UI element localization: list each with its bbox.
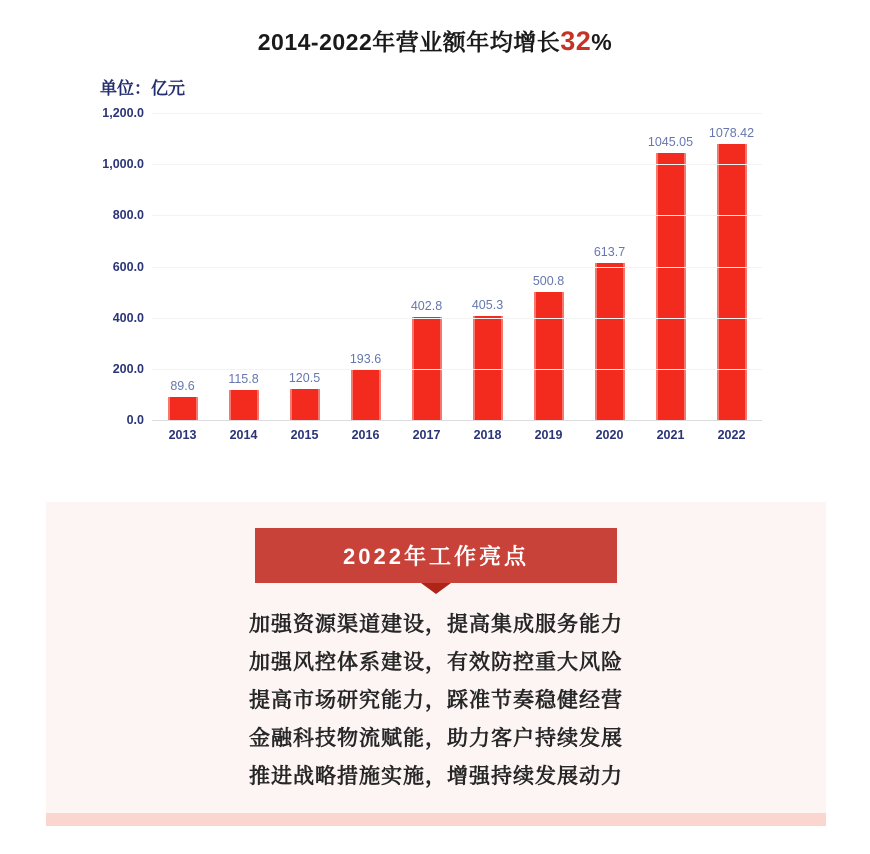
gridline [152,113,762,114]
y-axis-tick-label: 0.0 [126,413,144,427]
bar-value-label: 402.8 [410,298,443,313]
y-axis-tick-label: 200.0 [112,361,144,376]
chart-plot-area [102,106,762,427]
bar-value-label: 115.8 [228,372,259,387]
x-axis-tick-label: 2014 [229,428,258,442]
bar-value-label: 120.5 [288,371,321,386]
gridline [152,215,762,216]
highlights-banner-title: 2022年工作亮点 [343,544,529,569]
y-axis-tick-label: 1,000.0 [102,157,144,172]
bar-value-label: 1045.05 [647,134,694,149]
highlights-banner [255,528,617,583]
y-axis-tick-label: 600.0 [112,259,144,274]
footer-strip [46,813,826,826]
page-title-highlight: 32 [560,26,592,56]
chart-unit-label: 单位：亿元 [100,79,185,98]
page-title-suffix: % [591,29,613,55]
gridline [152,369,762,370]
highlight-line: 金融科技物流赋能，助力客户持续发展 [249,727,623,750]
x-axis-tick-label: 2020 [595,428,624,442]
gridline [152,267,762,268]
highlight-line: 加强风控体系建设，有效防控重大风险 [249,651,623,674]
x-axis-baseline [152,420,762,421]
page-title-prefix: 2014-2022年营业额年均增长 [257,29,561,55]
y-axis-tick-label: 800.0 [112,208,144,223]
highlights-panel [46,502,826,813]
x-axis-tick-label: 2016 [351,428,380,442]
bar-2019 [534,292,564,420]
bar-value-label: 405.3 [471,298,504,313]
highlights-list [46,606,826,796]
bar-chart [100,106,765,442]
x-axis-tick-label: 2017 [412,428,441,442]
bar-value-label: 1078.42 [708,126,755,141]
x-axis-tick-label: 2018 [473,428,502,442]
bar-value-label: 89.6 [170,379,195,394]
bar-2021 [656,153,686,420]
bar-2013 [168,397,198,420]
y-axis-tick-label: 400.0 [112,310,144,325]
x-axis-tick-label: 2022 [717,428,746,442]
bar-2022 [717,144,747,420]
bar-value-label: 613.7 [593,245,626,259]
x-axis-tick-label: 2013 [168,428,197,442]
x-axis [152,428,762,442]
bar-value-label: 500.8 [532,273,565,288]
highlight-line: 推进战略措施实施，增强持续发展动力 [249,765,623,788]
gridline [152,318,762,319]
gridline [152,164,762,165]
highlight-line: 加强资源渠道建设，提高集成服务能力 [249,613,623,636]
x-axis-tick-label: 2019 [534,428,563,442]
x-axis-tick-label: 2015 [290,428,319,442]
y-axis-tick-label: 1,200.0 [102,106,144,120]
bar-value-label: 193.6 [349,352,382,367]
highlight-line: 提高市场研究能力，踩准节奏稳健经营 [249,689,623,712]
x-axis-tick-label: 2021 [656,428,685,442]
bar-2016 [351,370,381,420]
page-title [0,0,870,57]
bar-2015 [290,389,320,420]
bar-2014 [229,390,259,420]
triangle-down-icon [421,583,451,594]
bar-2020 [595,263,625,420]
